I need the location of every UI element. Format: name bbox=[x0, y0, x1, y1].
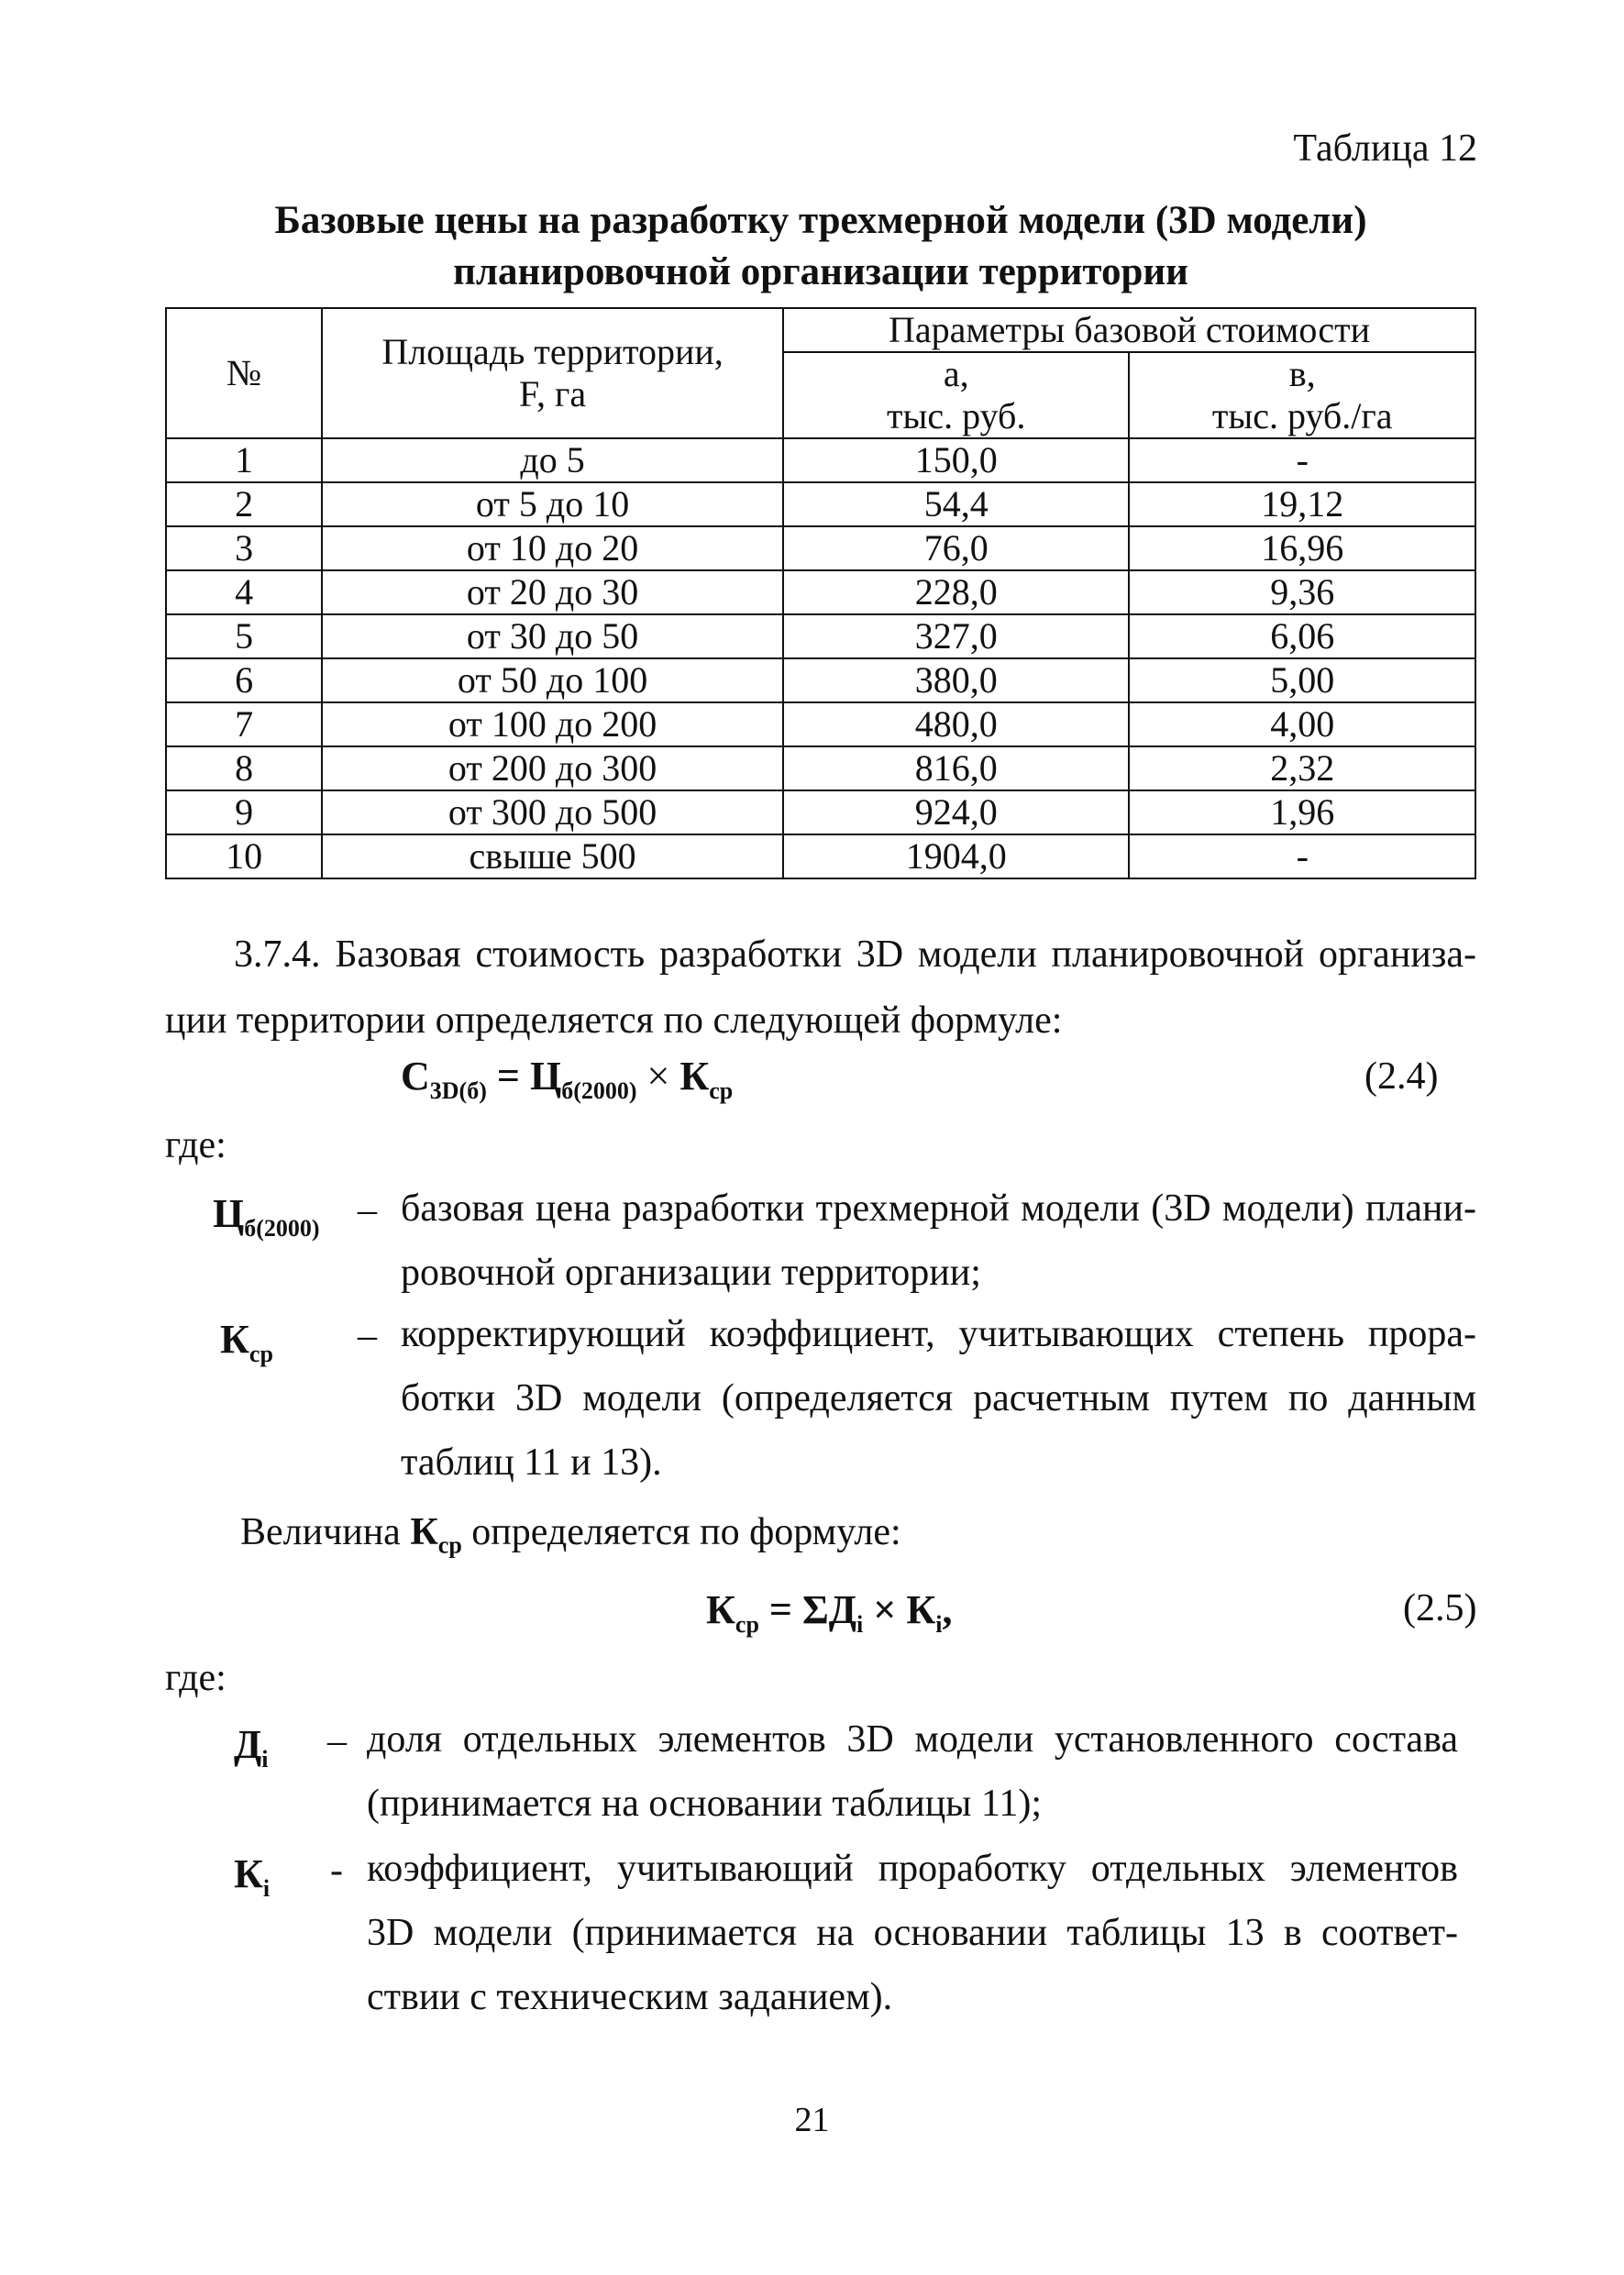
formula-operator: = bbox=[486, 1054, 530, 1099]
cell-a: 54,4 bbox=[783, 482, 1130, 526]
header-a-line: тыс. руб. bbox=[886, 395, 1026, 436]
table-row bbox=[166, 658, 1475, 702]
cell-area: от 300 до 500 bbox=[322, 790, 783, 834]
cell-num: 4 bbox=[166, 570, 322, 614]
definition-line: ботки 3D модели (определяется расчетным путем по данным bbox=[401, 1377, 1476, 1419]
formula-symbol: = ΣД bbox=[758, 1587, 857, 1632]
formula-symbol: , bbox=[942, 1587, 953, 1632]
paragraph-line: 3.7.4. Базовая стоимость разработки 3D модели планировочной организа- bbox=[234, 933, 1476, 976]
definition-dash: – bbox=[327, 1720, 347, 1762]
cell-area: свыше 500 bbox=[322, 834, 783, 878]
table-row bbox=[166, 438, 1475, 482]
formula-subscript: ср bbox=[709, 1077, 734, 1104]
cell-num: 10 bbox=[166, 834, 322, 878]
definition-line: базовая цена разработки трехмерной модели (3D модели) плани- bbox=[401, 1187, 1476, 1230]
where-label: где: bbox=[165, 1657, 226, 1699]
table-row bbox=[166, 482, 1475, 526]
cell-a: 228,0 bbox=[783, 570, 1130, 614]
paragraph-text: определяется по формуле: bbox=[461, 1511, 901, 1553]
formula-number: (2.5) bbox=[1403, 1587, 1477, 1629]
formula-2-4 bbox=[401, 1053, 733, 1105]
formula-number: (2.4) bbox=[1364, 1055, 1439, 1098]
cell-area: от 50 до 100 bbox=[322, 658, 783, 702]
formula-operator: × bbox=[636, 1054, 680, 1099]
definition-symbol bbox=[220, 1316, 273, 1368]
definition-symbol bbox=[213, 1190, 320, 1242]
cell-a: 76,0 bbox=[783, 526, 1130, 570]
header-area-line: F, га bbox=[518, 373, 587, 414]
paragraph-line: ции территории определяется по следующей формуле: bbox=[165, 999, 1063, 1042]
definition-text bbox=[367, 1707, 1458, 1836]
cell-b: 5,00 bbox=[1129, 658, 1475, 702]
symbol-main: К bbox=[410, 1511, 438, 1553]
cell-b: 16,96 bbox=[1129, 526, 1475, 570]
table-row bbox=[166, 614, 1475, 658]
header-a-line: а, bbox=[943, 353, 969, 394]
formula-subscript: 3D(б) bbox=[429, 1077, 487, 1104]
table-row bbox=[166, 746, 1475, 790]
section-3-7-4-paragraph bbox=[165, 922, 1476, 1054]
formula-subscript: i bbox=[856, 1610, 864, 1638]
cell-area: от 20 до 30 bbox=[322, 570, 783, 614]
cell-area: от 5 до 10 bbox=[322, 482, 783, 526]
where-label: где: bbox=[165, 1124, 226, 1166]
definition-symbol bbox=[234, 1721, 269, 1773]
kcp-symbol bbox=[410, 1511, 462, 1559]
cell-a: 327,0 bbox=[783, 614, 1130, 658]
formula-symbol: Ц bbox=[529, 1054, 562, 1099]
page-number: 21 bbox=[794, 2101, 830, 2139]
header-params: Параметры базовой стоимости bbox=[783, 308, 1475, 352]
base-price-table bbox=[165, 307, 1476, 879]
formula-2-5 bbox=[706, 1586, 952, 1639]
table-label: Таблица 12 bbox=[1293, 127, 1477, 170]
formula-symbol: × К bbox=[863, 1587, 936, 1632]
definition-text bbox=[367, 1837, 1458, 2029]
cell-num: 2 bbox=[166, 482, 322, 526]
symbol-subscript: б(2000) bbox=[244, 1214, 320, 1242]
kcp-intro-paragraph bbox=[240, 1510, 901, 1559]
cell-num: 3 bbox=[166, 526, 322, 570]
definition-text bbox=[401, 1302, 1476, 1495]
header-b bbox=[1129, 352, 1475, 438]
symbol-main: Ц bbox=[213, 1191, 245, 1236]
cell-a: 150,0 bbox=[783, 438, 1130, 482]
cell-a: 1904,0 bbox=[783, 834, 1130, 878]
formula-symbol: С bbox=[401, 1054, 430, 1099]
cell-num: 1 bbox=[166, 438, 322, 482]
formula-symbol: К bbox=[706, 1587, 735, 1632]
definition-line: доля отдельных элементов 3D модели установленного состава bbox=[367, 1718, 1458, 1761]
paragraph-text: Величина bbox=[240, 1511, 411, 1553]
cell-num: 9 bbox=[166, 790, 322, 834]
header-area bbox=[322, 308, 783, 438]
definition-dash: – bbox=[358, 1189, 377, 1231]
definition-dash: – bbox=[358, 1315, 377, 1357]
formula-subscript: б(2000) bbox=[561, 1077, 637, 1104]
cell-b: - bbox=[1129, 834, 1475, 878]
cell-b: 6,06 bbox=[1129, 614, 1475, 658]
table-title-line: планировочной организации территории bbox=[453, 250, 1188, 293]
definition-line: корректирующий коэффициент, учитывающих степень прора- bbox=[401, 1313, 1476, 1355]
definition-text bbox=[401, 1176, 1476, 1305]
cell-area: до 5 bbox=[322, 438, 783, 482]
cell-area: от 30 до 50 bbox=[322, 614, 783, 658]
cell-b: 4,00 bbox=[1129, 702, 1475, 746]
definition-line: 3D модели (принимается на основании таблицы 13 в соответ- bbox=[367, 1912, 1458, 1954]
cell-num: 7 bbox=[166, 702, 322, 746]
cell-b: 19,12 bbox=[1129, 482, 1475, 526]
table-row bbox=[166, 570, 1475, 614]
formula-symbol: К bbox=[679, 1054, 710, 1099]
symbol-main: К bbox=[234, 1851, 263, 1896]
header-a bbox=[783, 352, 1130, 438]
cell-num: 8 bbox=[166, 746, 322, 790]
cell-a: 480,0 bbox=[783, 702, 1130, 746]
table-row bbox=[166, 702, 1475, 746]
symbol-subscript: ср bbox=[437, 1531, 462, 1559]
definition-line: ровочной организации территории; bbox=[401, 1252, 981, 1294]
table-title-line: Базовые цены на разработку трехмерной модели (3D модели) bbox=[274, 199, 1367, 242]
header-b-line: тыс. руб./га bbox=[1211, 395, 1393, 436]
cell-area: от 200 до 300 bbox=[322, 746, 783, 790]
table-row bbox=[166, 834, 1475, 878]
cell-b: 9,36 bbox=[1129, 570, 1475, 614]
cell-num: 6 bbox=[166, 658, 322, 702]
symbol-subscript: i bbox=[262, 1874, 271, 1902]
table-title bbox=[156, 195, 1486, 298]
table-row bbox=[166, 790, 1475, 834]
symbol-main: К bbox=[220, 1317, 249, 1362]
definition-line: ствии с техническим заданием). bbox=[367, 1976, 893, 2018]
header-num: № bbox=[166, 308, 322, 438]
table-row bbox=[166, 526, 1475, 570]
definition-symbol bbox=[234, 1850, 270, 1903]
definition-line: коэффициент, учитывающий проработку отдельных элементов bbox=[367, 1848, 1458, 1890]
cell-b: 1,96 bbox=[1129, 790, 1475, 834]
cell-b: - bbox=[1129, 438, 1475, 482]
cell-a: 924,0 bbox=[783, 790, 1130, 834]
cell-a: 816,0 bbox=[783, 746, 1130, 790]
definition-line: (принимается на основании таблицы 11); bbox=[367, 1783, 1042, 1825]
symbol-subscript: ср bbox=[249, 1340, 273, 1367]
cell-a: 380,0 bbox=[783, 658, 1130, 702]
cell-num: 5 bbox=[166, 614, 322, 658]
symbol-subscript: i bbox=[261, 1745, 269, 1773]
formula-subscript: i bbox=[935, 1610, 943, 1638]
cell-area: от 100 до 200 bbox=[322, 702, 783, 746]
symbol-main: Д bbox=[234, 1722, 262, 1767]
header-area-line: Площадь территории, bbox=[381, 331, 724, 372]
cell-b: 2,32 bbox=[1129, 746, 1475, 790]
definition-dash: - bbox=[330, 1850, 343, 1892]
header-b-line: в, bbox=[1288, 353, 1316, 394]
cell-area: от 10 до 20 bbox=[322, 526, 783, 570]
definition-line: таблиц 11 и 13). bbox=[401, 1441, 662, 1484]
formula-subscript: ср bbox=[735, 1610, 759, 1638]
